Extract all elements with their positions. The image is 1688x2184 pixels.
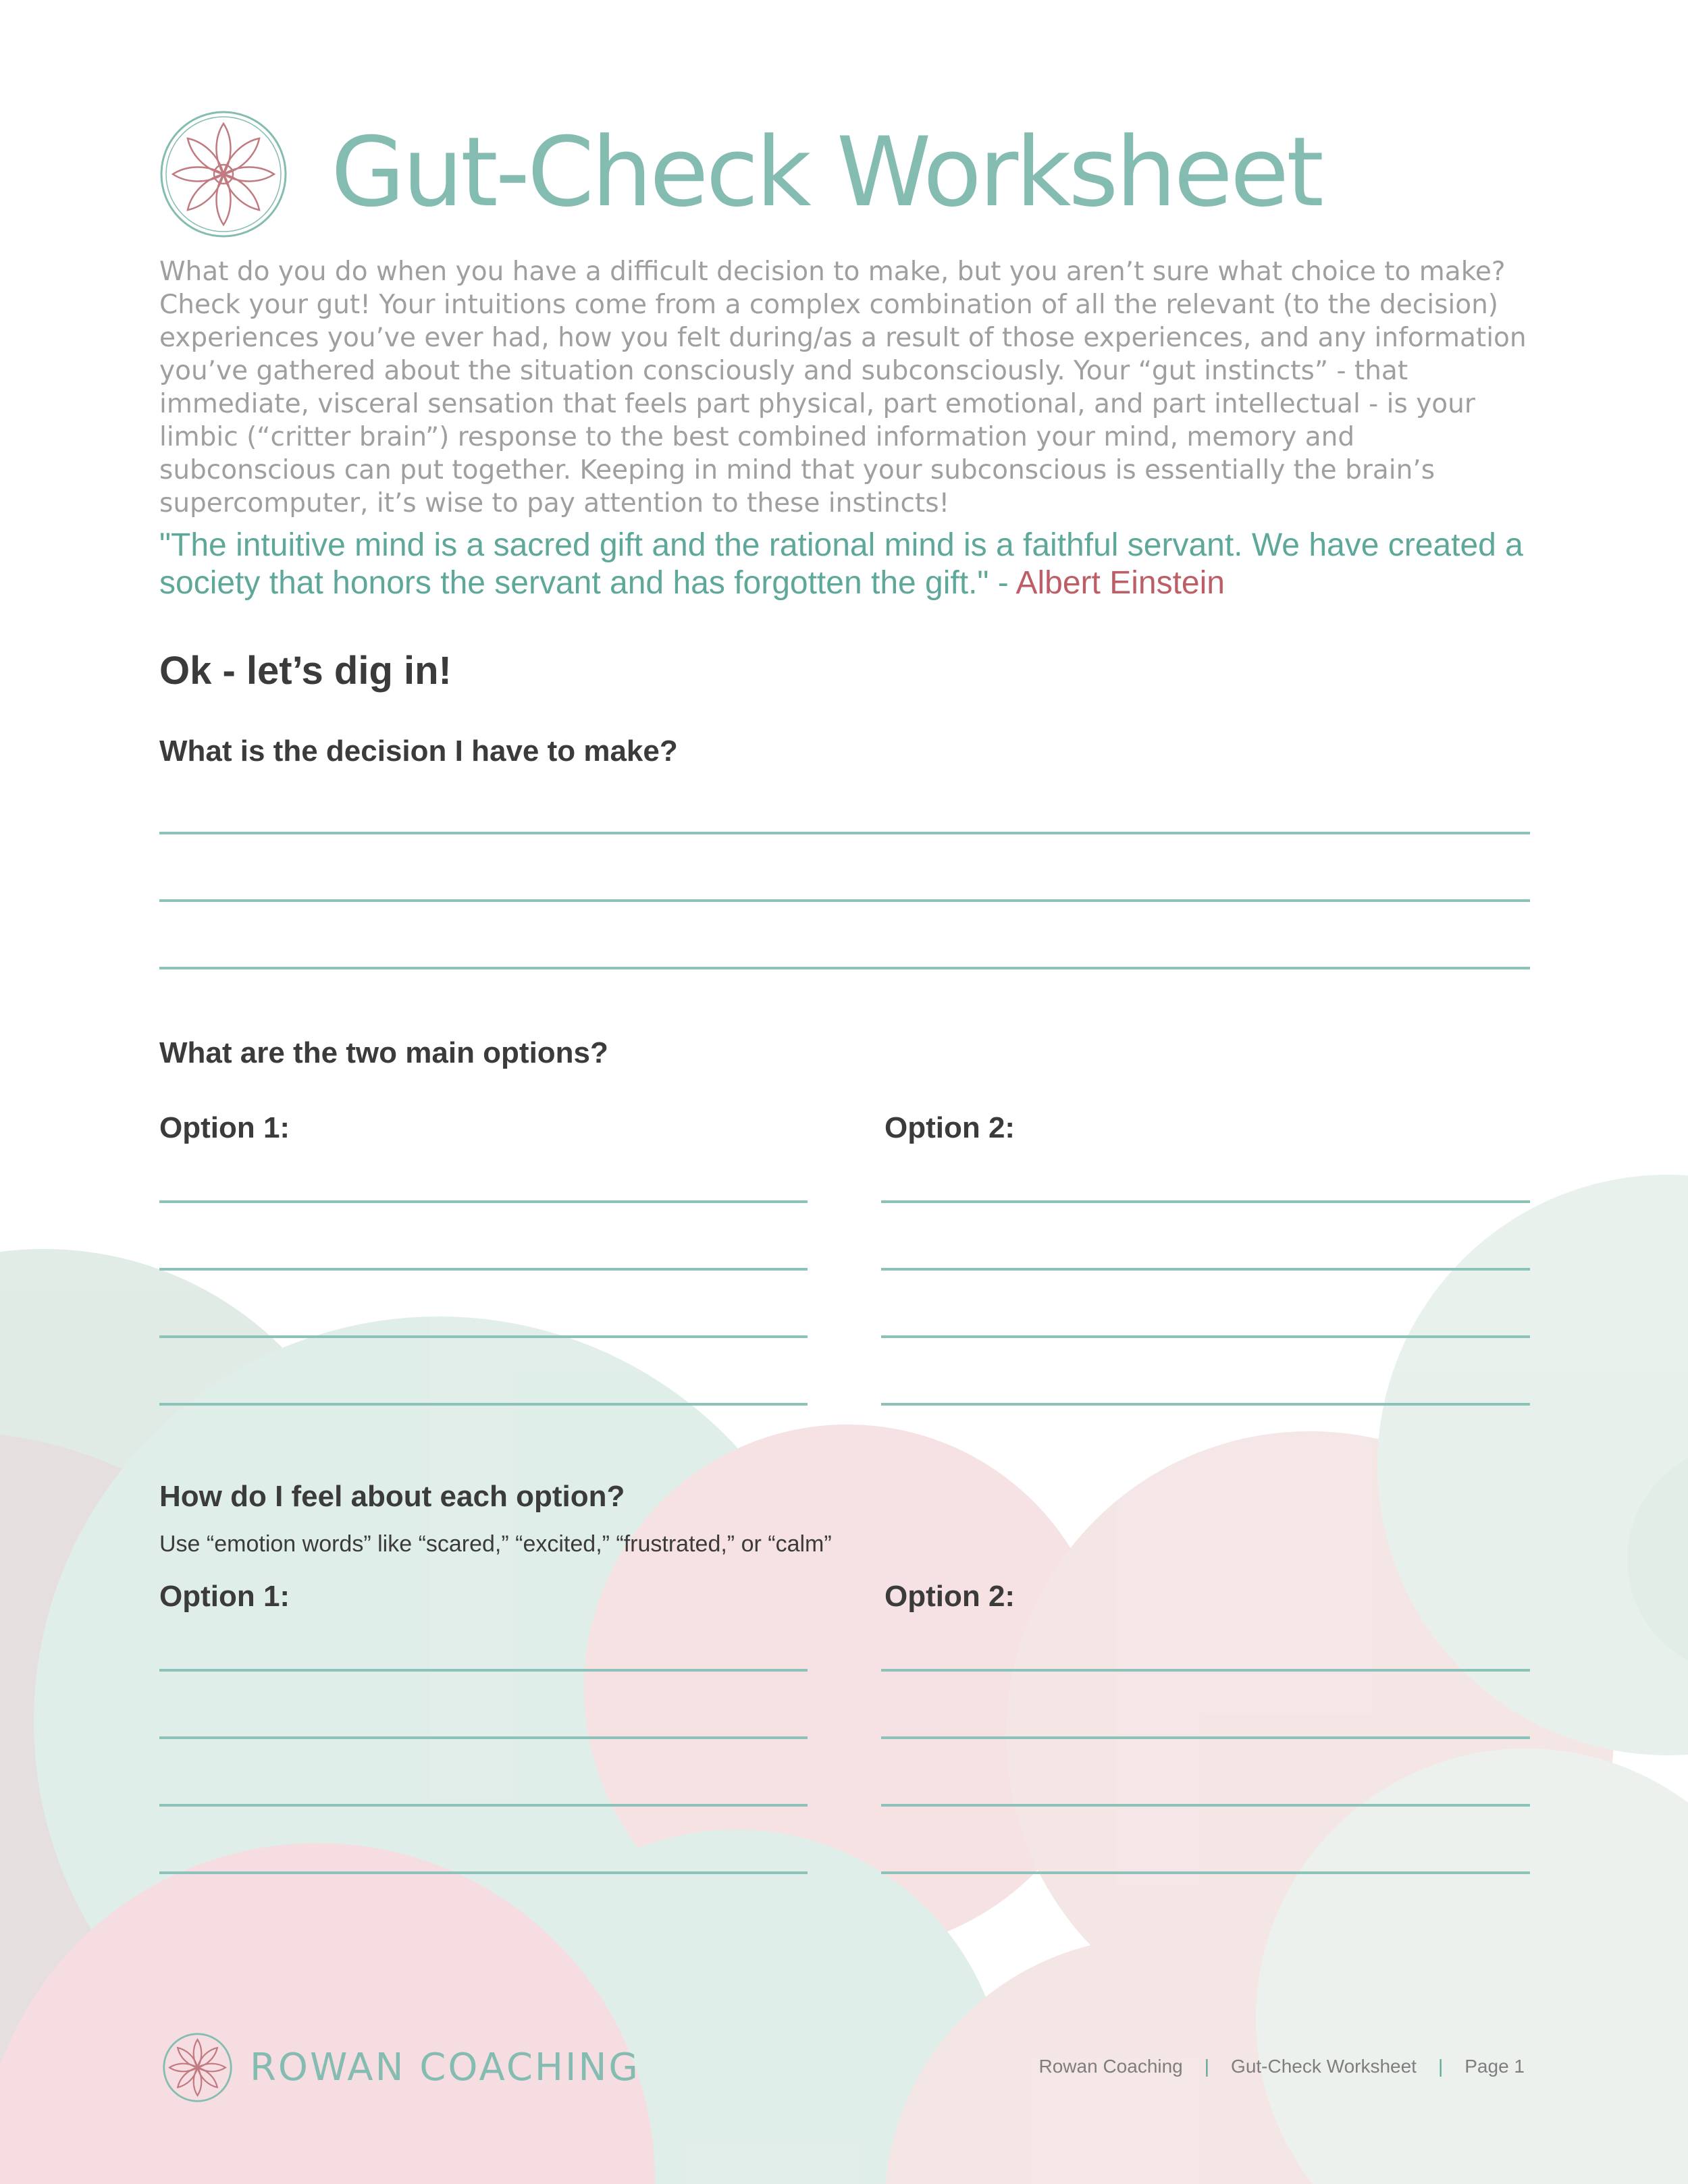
feelings-hint: Use “emotion words” like “scared,” “excited,” “frustrated,” or “calm” [159, 1531, 832, 1557]
option2-answer-line[interactable] [881, 1403, 1530, 1406]
feel-option1-label: Option 1: [159, 1580, 290, 1613]
quote-author: Albert Einstein [1016, 565, 1225, 601]
footer-doc-title: Gut-Check Worksheet [1231, 2056, 1417, 2077]
option1-answer-line[interactable] [159, 1403, 808, 1406]
einstein-quote [159, 527, 1550, 602]
quote-text: "The intuitive mind is a sacred gift and the rational mind is a faithful servant. We have created a society that honors the servant and has forgotten the gift." - [159, 527, 1523, 601]
footer-separator: | [1204, 2056, 1210, 2077]
footer-logo-icon [162, 2032, 233, 2103]
option1-answer-line[interactable] [159, 1335, 808, 1338]
footer-company: Rowan Coaching [1038, 2056, 1183, 2077]
feel-option2-label: Option 2: [885, 1580, 1016, 1613]
feel-option1-answer-line[interactable] [159, 1736, 808, 1739]
question-feelings: How do I feel about each option? [159, 1480, 625, 1513]
question-decision: What is the decision I have to make? [159, 735, 678, 768]
intro-paragraph: What do you do when you have a difficult decision to make, but you aren’t sure what choice to make? Check your gut! Your intuitions come from a complex combination of all the relevant (to the decision) experiences you’ve ever had, how you felt during/as a result of those experiences, and any information you’ve gathered about the situation consciously and subconsciously. Your “gut instincts” - that immediate, visceral sensation that feels part physical, part emotional, and part intellectual - is your limbic (“critter brain”) response to the best combined information your mind, memory and subconscious can put together. Keeping in mind that your subconscious is essentially the brain’s supercomputer, it’s wise to pay attention to these instincts! [159, 257, 1527, 518]
option2-answer-line[interactable] [881, 1335, 1530, 1338]
feel-option1-answer-line[interactable] [159, 1804, 808, 1807]
answer-line[interactable] [159, 899, 1530, 902]
question-options: What are the two main options? [159, 1036, 608, 1069]
rowan-flower-logo-icon [159, 110, 288, 238]
section-heading: Ok - let’s dig in! [159, 649, 452, 693]
option1-label: Option 1: [159, 1111, 290, 1144]
option1-answer-line[interactable] [159, 1268, 808, 1271]
option2-answer-line[interactable] [881, 1268, 1530, 1271]
answer-line[interactable] [159, 967, 1530, 969]
feel-option1-answer-line[interactable] [159, 1669, 808, 1672]
answer-line[interactable] [159, 832, 1530, 834]
footer-separator: | [1438, 2056, 1444, 2077]
feel-option2-answer-line[interactable] [881, 1669, 1530, 1672]
feel-option1-answer-line[interactable] [159, 1871, 808, 1874]
brand-name: ROWAN COACHING [250, 2046, 640, 2089]
footer-meta [1039, 2056, 1525, 2077]
option2-label: Option 2: [885, 1111, 1016, 1144]
option2-answer-line[interactable] [881, 1200, 1530, 1203]
footer-page-number: Page 1 [1465, 2056, 1525, 2077]
option1-answer-line[interactable] [159, 1200, 808, 1203]
page-title: Gut-Check Worksheet [331, 117, 1321, 228]
feel-option2-answer-line[interactable] [881, 1736, 1530, 1739]
feel-option2-answer-line[interactable] [881, 1804, 1530, 1807]
feel-option2-answer-line[interactable] [881, 1871, 1530, 1874]
